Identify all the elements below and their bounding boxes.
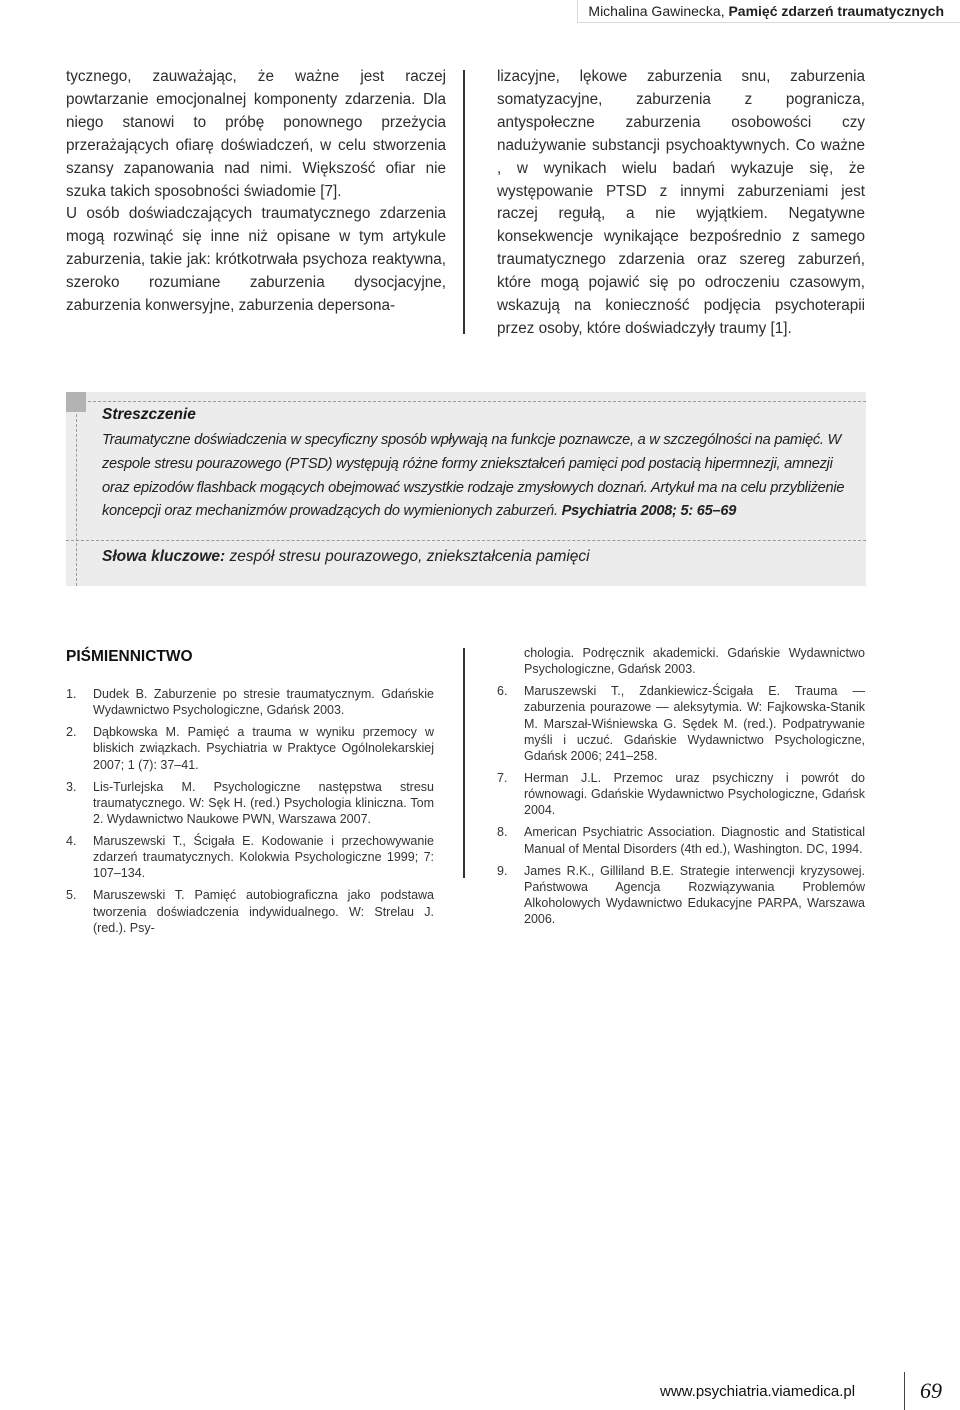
abstract-box xyxy=(66,392,866,586)
reference-item xyxy=(66,724,434,773)
reference-number: 3. xyxy=(66,779,77,794)
reference-number: 7. xyxy=(497,771,508,786)
reference-item xyxy=(66,833,434,882)
references-list-left xyxy=(66,686,434,942)
reference-number: 4. xyxy=(66,834,77,849)
body-paragraph: lizacyjne, lękowe zaburzenia snu, zaburzenia somatyzacyjne, zaburzenia z pogranicza, antyspołeczne zaburzenia osobowości czy nadużywanie substancji psychoaktywnych. Co ważne , w wynikach wielu badań wykazuje się, że występowanie PTSD z innymi zaburzeniami jest raczej regułą, a nie wyjątkiem. Negatywne konsekwencje wynikające bezpośrednio z samego traumatycznego zdarzenia oraz szereg zaburzeń, które mogą pojawić się po odroczeniu czasowym, wskazują na konieczność podjęcia psychoterapii przez osoby, które doświadczyły traumy [1]. xyxy=(497,68,865,337)
footer-divider xyxy=(904,1372,905,1410)
reference-item xyxy=(497,683,865,764)
reference-text: Lis-Turlejska M. Psychologiczne następstwa stresu traumatycznego. W: Sęk H. (red.) Psychologia kliniczna. Tom 2. Wydawnictwo Naukowe PWN, Warszawa 2007. xyxy=(93,779,434,827)
references-list-right xyxy=(497,683,865,927)
keywords-label: Słowa kluczowe: xyxy=(102,548,226,565)
reference-text: Dąbkowska M. Pamięć a trauma w wyniku przemocy w bliskich związkach. Psychiatria w Praktyce Ogólnolekarskiej 2007; 1 (7): 37–41. xyxy=(93,725,434,772)
running-header xyxy=(577,0,960,23)
reference-number: 9. xyxy=(497,863,508,878)
abstract-text xyxy=(102,429,856,524)
reference-item xyxy=(497,824,865,856)
abstract-corner-marker xyxy=(66,392,86,412)
column-divider xyxy=(463,70,465,334)
reference-item xyxy=(66,887,434,936)
keywords xyxy=(102,548,590,566)
reference-number: 8. xyxy=(497,825,508,840)
reference-text: American Psychiatric Association. Diagnostic and Statistical Manual of Mental Disorders (4th ed.), Washington. DC, 1994. xyxy=(524,825,865,856)
divider xyxy=(76,414,77,586)
references-heading: PIŚMIENNICTWO xyxy=(66,648,193,665)
abstract-citation: Psychiatria 2008; 5: 65–69 xyxy=(561,503,737,520)
column-divider xyxy=(463,648,465,878)
body-column-right xyxy=(497,66,865,341)
body-paragraph: tycznego, zauważając, że ważne jest raczej powtarzanie emocjonalnej komponenty zdarzenia. Dla niego stanowi to próbę ponownego przeżycia przerażających ofiarę doświadczeń, w celu stworzenia szansy zapanowania nad nimi. Większość ofiar nie szuka takich sposobności świadomie [7]. xyxy=(66,68,446,200)
reference-text: Maruszewski T., Ścigała E. Kodowanie i przechowywanie zdarzeń traumatycznych. Kolokwia Psychologiczne 1999; 7: 107–134. xyxy=(93,834,434,881)
footer-url: www.psychiatria.viamedica.pl xyxy=(660,1383,856,1400)
reference-text: Maruszewski T. Pamięć autobiograficzna jako podstawa tworzenia doświadczenia indywidualnego. W: Strelau J. (red.). Psy- xyxy=(93,888,434,935)
reference-item xyxy=(66,779,434,828)
references-column-right xyxy=(497,645,865,933)
reference-text: Maruszewski T., Zdankiewicz-Ścigała E. Trauma — zaburzenia pourazowe — aleksytymia. W: Fajkowska-Stanik M. Marszał-Wiśniewska G. Sędek M. (red.). Podpatrywanie myśli i uczuć. Gdańskie Wydawnictwo Psychologiczne, Gdańsk 2006; 241–258. xyxy=(524,684,865,764)
reference-number: 5. xyxy=(66,888,77,903)
reference-item xyxy=(66,686,434,718)
reference-text: James R.K., Gilliland B.E. Strategie interwencji kryzysowej. Państwowa Agencja Rozwiązywania Problemów Alkoholowych Wydawnictwo Edukacyjne PARPA, Warszawa 2006. xyxy=(524,863,865,927)
body-paragraph: U osób doświadczających traumatycznego zdarzenia mogą rozwinąć się inne niż opisane w tym artykule zaburzenia, takie jak: krótkotrwała psychoza reaktywna, szeroko rozumiane zaburzenia dysocjacyjne, zaburzenia konwersyjne, zaburzenia depersona- xyxy=(66,205,446,315)
reference-number: 2. xyxy=(66,725,77,740)
reference-text: Herman J.L. Przemoc uraz psychiczny i powrót do równowagi. Gdańskie Wydawnictwo Psychologiczne, Gdańsk 2004. xyxy=(524,771,865,818)
abstract-title: Streszczenie xyxy=(102,406,196,423)
reference-item xyxy=(497,863,865,928)
divider xyxy=(66,540,866,541)
divider xyxy=(88,401,866,402)
reference-continuation: chologia. Podręcznik akademicki. Gdańskie Wydawnictwo Psychologiczne, Gdańsk 2003. xyxy=(524,646,865,677)
page-number: 69 xyxy=(920,1378,942,1403)
body-column-left xyxy=(66,66,446,318)
keywords-text: zespół stresu pourazowego, zniekształcenia pamięci xyxy=(225,548,590,565)
reference-item xyxy=(497,770,865,819)
abstract-body: Traumatyczne doświadczenia w specyficzny sposób wpływają na funkcje poznawcze, a w szczególności na pamięć. W zespole stresu pourazowego (PTSD) występują różne formy zniekształceń pamięci pod postacią hipermnezji, amnezji oraz epizodów flashback mogących obejmować wszystkie rodzaje zmysłowych doznań. Artykuł ma na celu przybliżenie koncepcji oraz mechanizmów prowadzących do wymienionych zaburzeń. xyxy=(102,432,845,520)
reference-number: 6. xyxy=(497,684,508,699)
header-author: Michalina Gawinecka, xyxy=(588,3,729,19)
reference-number: 1. xyxy=(66,687,77,701)
reference-text: Dudek B. Zaburzenie po stresie traumatycznym. Gdańskie Wydawnictwo Psychologiczne, Gdańsk 2003. xyxy=(93,687,434,718)
header-title: Pamięć zdarzeń traumatycznych xyxy=(728,3,944,19)
